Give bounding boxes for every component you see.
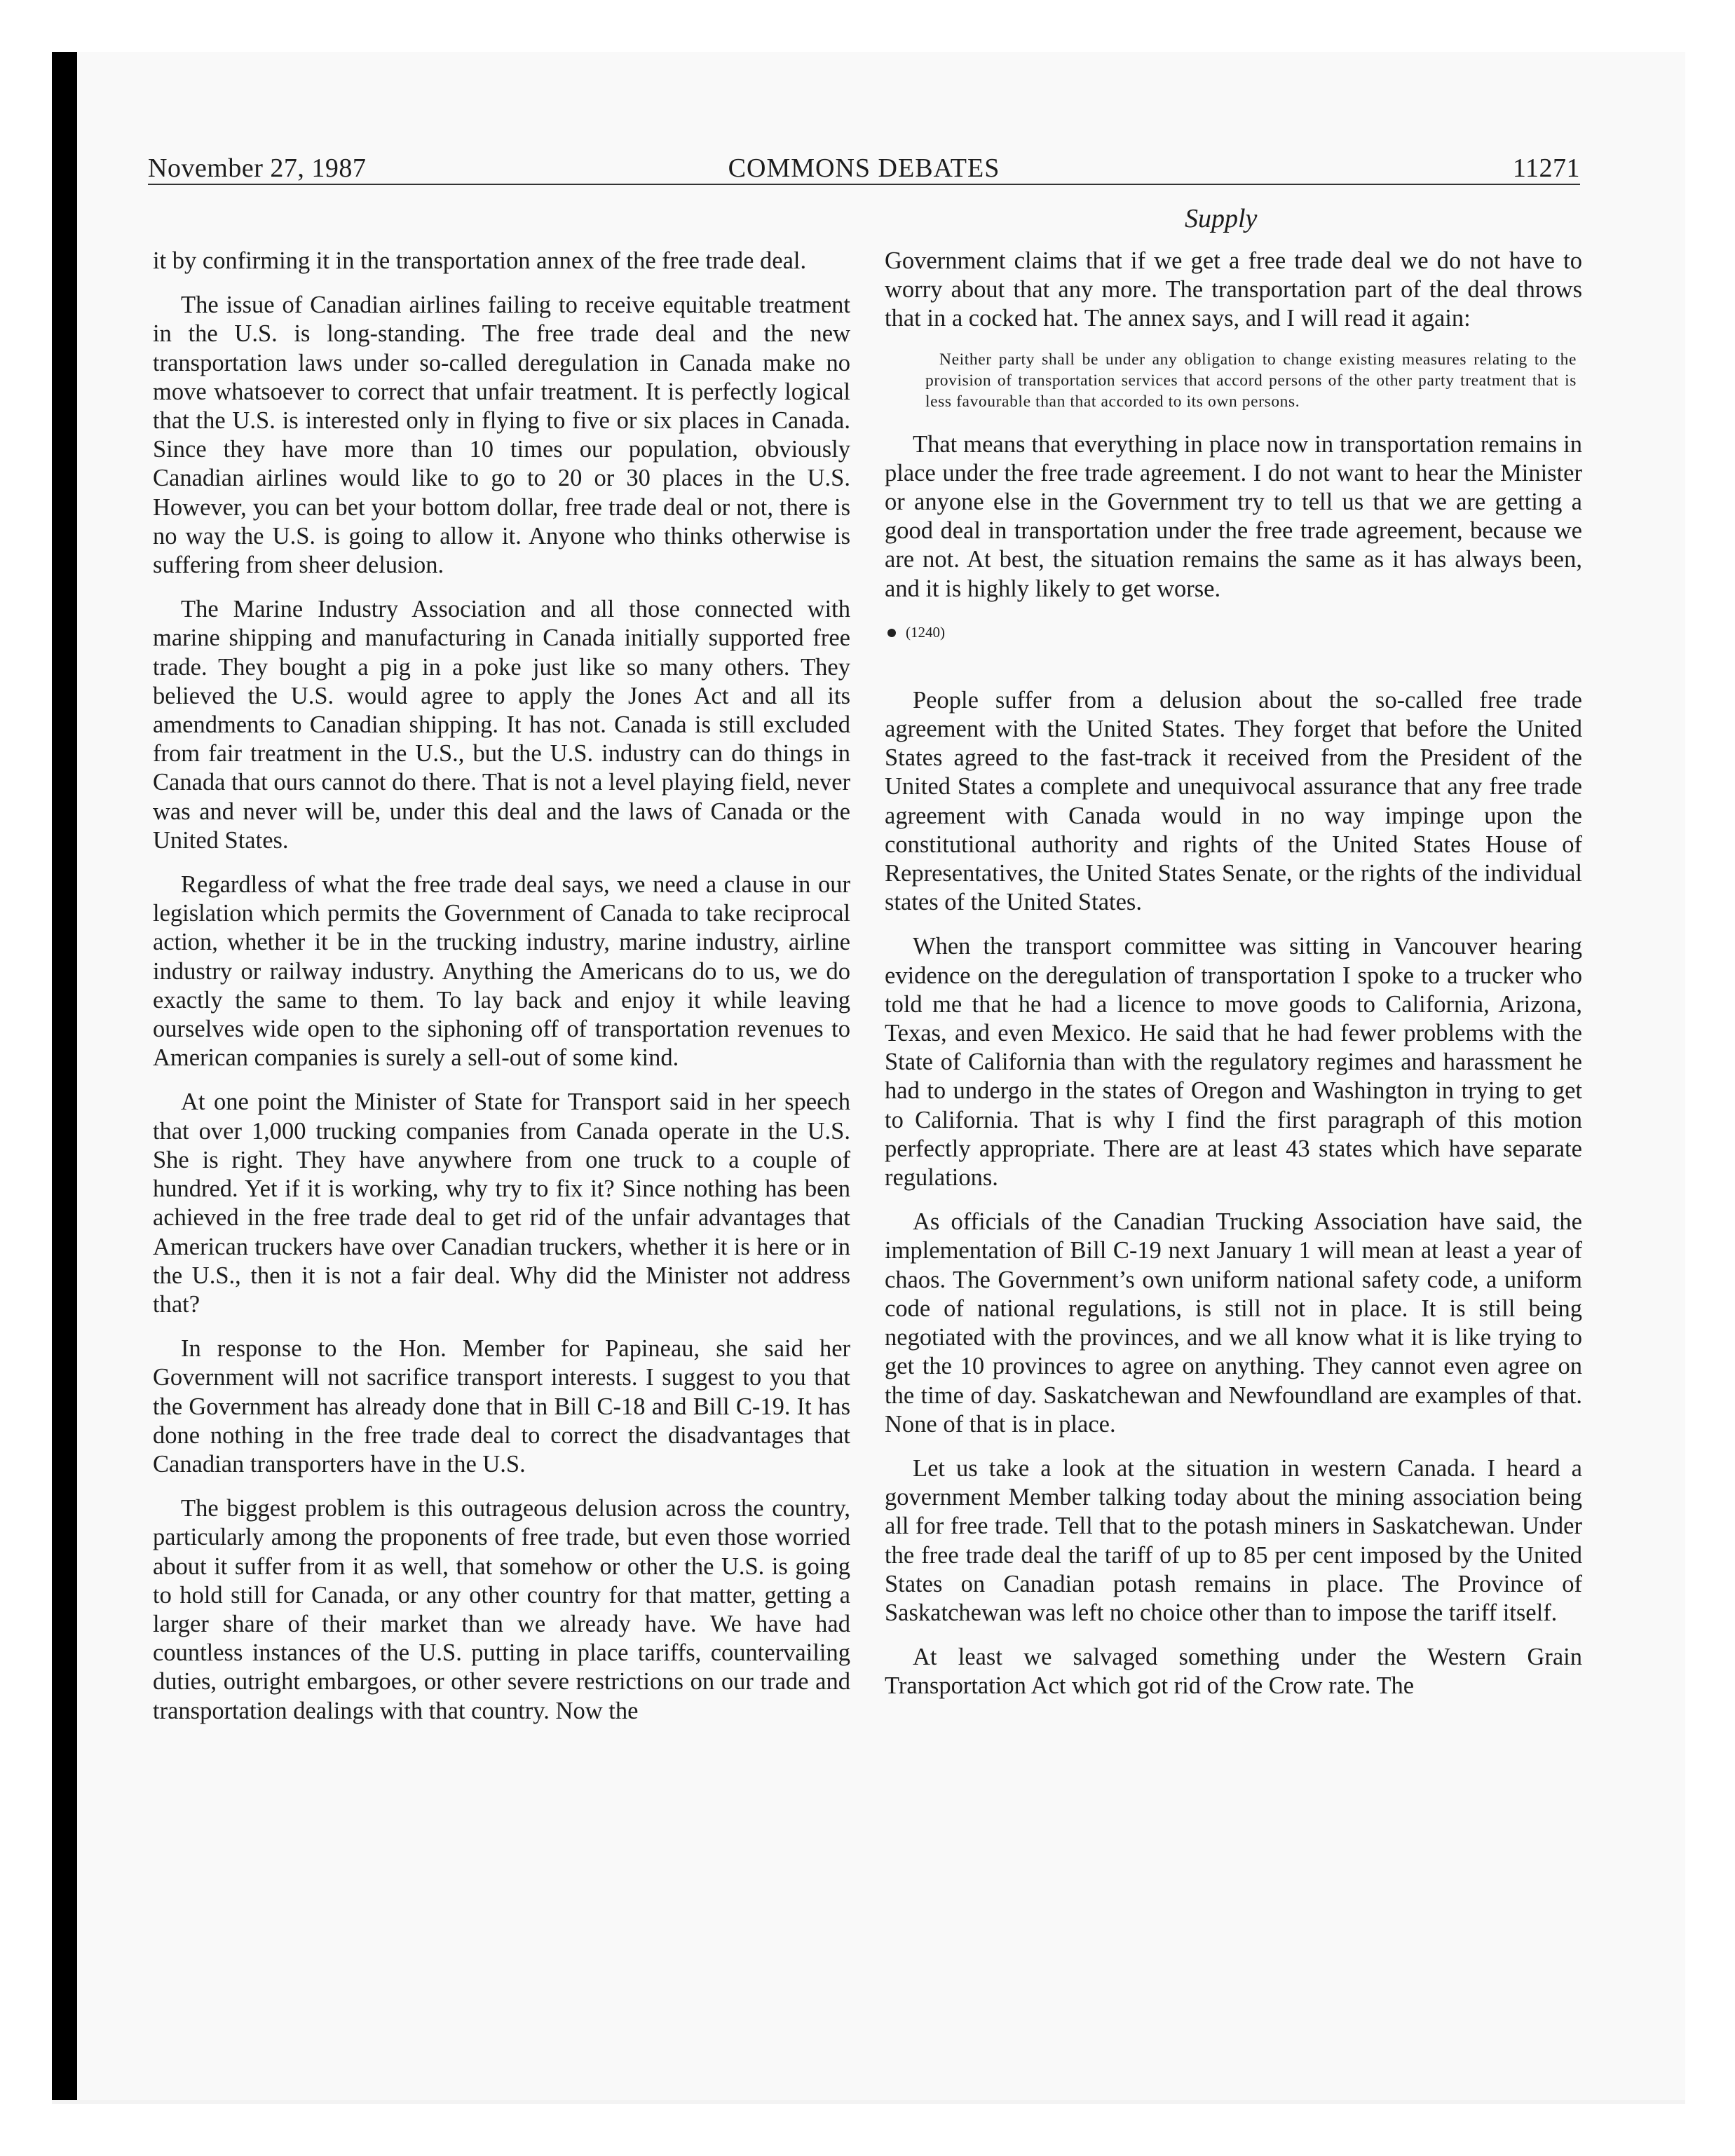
- scan-bottom-edge: [52, 2100, 1685, 2104]
- header-page-number: 11271: [1512, 153, 1580, 183]
- left-column: [153, 247, 850, 1741]
- running-head: [148, 149, 1580, 188]
- paragraph: The issue of Canadian airlines failing to receive equitable treatment in the U.S. is long-standing. The free trade deal and the new transportation laws under so-called deregulation in Canada make no move whatsoever to correct that unfair treatment. It is perfectly logical that the U.S. is interested only in flying to five or six places in Canada. Since they have more than 10 times our population, obviously Canadian airlines would like to go to 20 or 30 places in the U.S. However, you can bet your bottom dollar, free trade deal or not, there is no way the U.S. is going to allow it. Anyone who thinks otherwise is suffering from sheer delusion.: [153, 292, 850, 579]
- paragraph: The biggest problem is this outrageous delusion across the country, particularly among the proponents of free trade, but even those worried about it suffer from it as well, that somehow or other the U.S. is going to hold still for Canada, or any other country for that matter, getting a larger share of their market than we already have. We have had countless instances of the U.S. putting in place tariffs, countervailing duties, outright embargoes, or other severe restrictions on our trade and transportation dealings with that country. Now the: [153, 1495, 850, 1724]
- header-rule: [148, 184, 1580, 185]
- paragraph: That means that everything in place now in transportation remains in place under the free trade agreement. I do not want to hear the Minister or anyone else in the Government try to tell us that we are getting a good deal in transportation under the free trade agreement, because we are not. At best, the situation remains the same as it has always been, and it is highly likely to get worse.: [885, 430, 1582, 602]
- paragraph: Let us take a look at the situation in western Canada. I heard a government Member talking today about the mining association being all for free trade. Tell that to the potash miners in Saskatchewan. Under the free trade deal the tariff of up to 85 per cent imposed by the United States on Canadian potash remains in place. The Province of Saskatchewan was left no choice other than to impose the tariff itself.: [885, 1454, 1582, 1626]
- paragraph: When the transport committee was sitting in Vancouver hearing evidence on the deregulation of transportation I spoke to a trucker who told me that he had a licence to move goods to California, Arizona, Texas, and even Mexico. He said that he had fewer problems with the State of California than with the regulatory regimes and harassment he had to undergo in the states of Oregon and Washington in trying to get to California. That is why I find the first paragraph of this motion perfectly appropriate. There are at least 43 states which have separate regulations.: [885, 933, 1582, 1192]
- block-quote: Neither party shall be under any obligation to change existing measures relating to the provision of transportation services that accord persons of the other party treatment that is less favourable than that accorded to its own persons.: [925, 350, 1577, 411]
- bullet-icon: [887, 629, 896, 637]
- header-date: November 27, 1987: [148, 153, 367, 183]
- paragraph: Regardless of what the free trade deal says, we need a clause in our legislation which permits the Government of Canada to take reciprocal action, whether it be in the trucking industry, marine industry, airline industry or railway industry. Anything the Americans do to us, we do exactly the same to them. To lay back and enjoy it while leaving ourselves wide open to the siphoning off of transportation revenues to American companies is surely a sell-out of some kind.: [153, 871, 850, 1072]
- time-marker: [885, 619, 1582, 647]
- paragraph: At one point the Minister of State for Transport said in her speech that over 1,000 trucking companies from Canada operate in the U.S. She is right. They have anywhere from one truck to a couple of hundred. Yet if it is working, why try to fix it? Since nothing has been achieved in the free trade deal to get rid of the unfair advantages that American truckers have over Canadian truckers, whether it is here or in the U.S., then it is not a fair deal. Why did the Minister not address that?: [153, 1089, 850, 1318]
- header-publication: COMMONS DEBATES: [728, 153, 1000, 183]
- right-column: [885, 247, 1582, 1717]
- paragraph: it by confirming it in the transportation annex of the free trade deal.: [153, 247, 807, 274]
- section-label: Supply: [1185, 204, 1258, 233]
- paragraph: People suffer from a delusion about the so-called free trade agreement with the United States. They forget that before the United States agreed to the fast-track it received from the President of the United States a complete and unequivocal assurance that any free trade agreement with Canada would in no way impinge upon the constitutional authority and rights of the United States House of Representatives, the United States Senate, or the rights of the individual states of the United States.: [885, 686, 1582, 916]
- paragraph: Government claims that if we get a free trade deal we do not have to worry about that any more. The transportation part of the deal throws that in a cocked hat. The annex says, and I will read it again:: [885, 247, 1582, 332]
- paragraph: In response to the Hon. Member for Papineau, she said her Government will not sacrifice transport interests. I suggest to you that the Government has already done that in Bill C-18 and Bill C-19. It has done nothing in the free trade deal to correct the disadvantages that Canadian transporters have in the U.S.: [153, 1335, 850, 1478]
- time-marker-label: (1240): [906, 624, 945, 641]
- paragraph: At least we salvaged something under the Western Grain Transportation Act which got rid of the Crow rate. The: [885, 1644, 1582, 1700]
- paragraph: The Marine Industry Association and all those connected with marine shipping and manufacturing in Canada initially supported free trade. They bought a pig in a poke just like so many others. They believed the U.S. would agree to apply the Jones Act and all its amendments to Canadian shipping. It has not. Canada is still excluded from fair treatment in the U.S., but the U.S. industry can do things in Canada that ours cannot do there. That is not a level playing field, never was and never will be, under this deal and the laws of Canada or the United States.: [153, 596, 850, 854]
- scan-margin-edge: [52, 52, 77, 2100]
- paragraph: As officials of the Canadian Trucking Association have said, the implementation of Bill C-19 next January 1 will mean at least a year of chaos. The Government’s own uniform national safety code, a uniform code of national regulations, is still not in place. It is still being negotiated with the provinces, and we all know what it is like trying to get the 10 provinces to agree on anything. They cannot even agree on the time of day. Saskatchewan and Newfoundland are examples of that. None of that is in place.: [885, 1208, 1582, 1438]
